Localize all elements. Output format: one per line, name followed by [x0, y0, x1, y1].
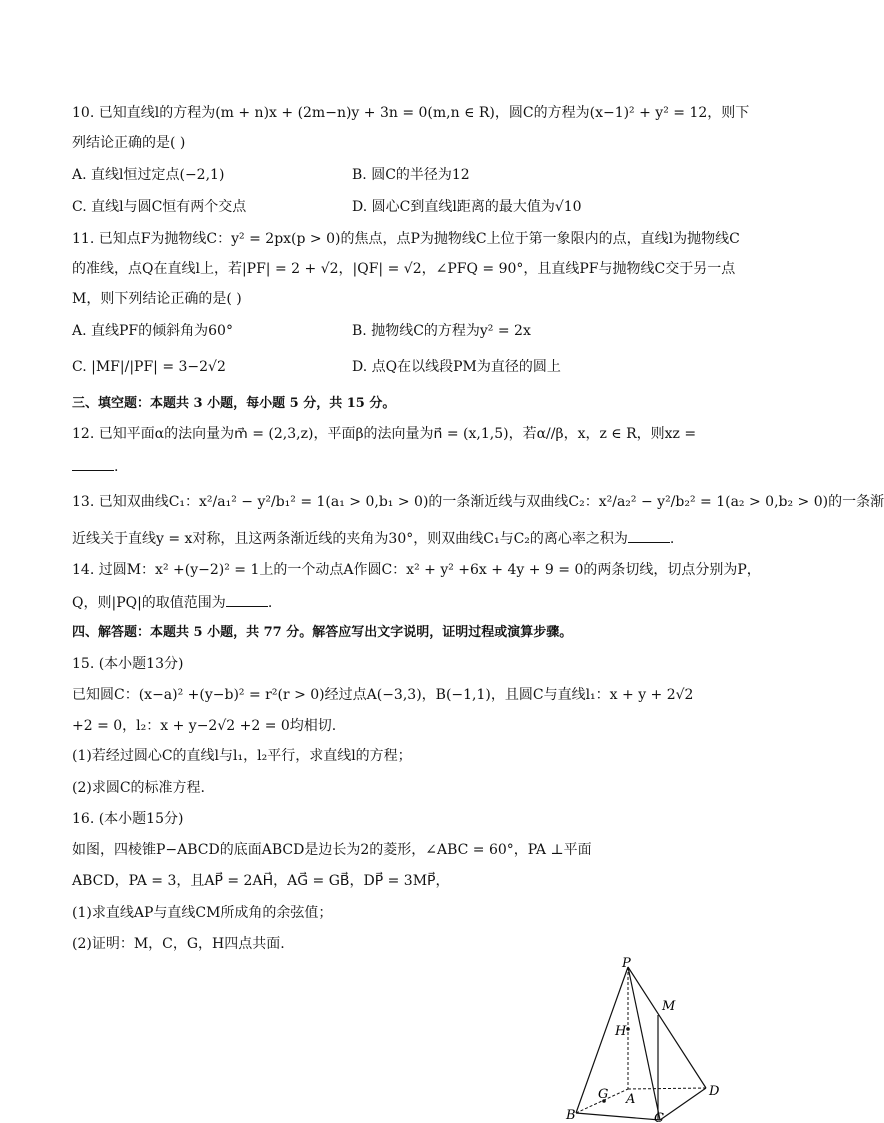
label-m: M [662, 999, 676, 1014]
edge-pd [628, 967, 706, 1088]
q11-option-d: D. 点Q在以线段PM为直径的圆上 [352, 359, 561, 375]
pyramid-figure [560, 955, 740, 1123]
q12-answer-blank [72, 456, 114, 471]
q15-line-1: 已知圆C：(x−a)² +(y−b)² = r²(r > 0)经过点A(−3,3)，B(−1,1)，且圆C与直线l₁：x + y + 2√2 [72, 687, 694, 703]
q16-sub-2: (2)证明：M，C，G，H四点共面. [72, 936, 285, 952]
label-a: A [626, 1092, 636, 1107]
q15-sub-1: (1)若经过圆心C的直线l与l₁，l₂平行，求直线l的方程； [72, 748, 412, 764]
point-h [626, 1027, 630, 1031]
label-p: P [622, 956, 631, 971]
q16-line-1: 如图，四棱锥P−ABCD的底面ABCD是边长为2的菱形，∠ABC = 60°，PA ⊥平面 [72, 842, 592, 858]
section-3-heading: 三、填空题：本题共 3 小题，每小题 5 分，共 15 分。 [72, 396, 396, 411]
label-c: C [654, 1111, 664, 1123]
q13-answer-blank [628, 528, 670, 543]
q16-sub-1: (1)求直线AP与直线CM所成角的余弦值； [72, 905, 333, 921]
q13-line-2-text: 近线关于直线y = x对称，且这两条渐近线的夹角为30°，则双曲线C₁与C₂的离心率之积为 [72, 531, 628, 547]
q15-sub-2: (2)求圆C的标准方程. [72, 780, 205, 796]
q11-option-b: B. 抛物线C的方程为y² = 2x [352, 323, 531, 339]
q11-line-1: 11. 已知点F为抛物线C：y² = 2px(p > 0)的焦点，点P为抛物线C上位于第一象限内的点，直线l为抛物线C [72, 231, 740, 247]
q14-line-2-end: . [267, 595, 273, 611]
q12-line-2-end: . [114, 459, 119, 475]
q11-line-3: M，则下列结论正确的是( ) [72, 291, 242, 307]
q14-answer-blank [226, 592, 268, 607]
q13-line-2 [72, 528, 732, 549]
label-b: B [566, 1108, 576, 1123]
edge-cd [660, 1088, 706, 1120]
q10-option-b: B. 圆C的半径为12 [352, 167, 470, 183]
q16-line-2: ABCD，PA = 3，且AP⃗ = 2AH⃗，AG⃗ = GB⃗，DP⃗ = 3MP⃗， [72, 873, 450, 889]
q11-option-a: A. 直线PF的倾斜角为60° [72, 323, 233, 339]
section-4-heading: 四、解答题：本题共 5 小题，共 77 分。解答应写出文字说明，证明过程或演算步骤。 [72, 625, 573, 640]
label-g: G [598, 1087, 609, 1102]
q15-head: 15. (本小题13分) [72, 656, 184, 672]
q10-option-d: D. 圆心C到直线l距离的最大值为√10 [352, 199, 582, 215]
label-h: H [615, 1024, 627, 1039]
q11-option-c: C. |MF|/|PF| = 3−2√2 [72, 359, 226, 375]
q10-option-c: C. 直线l与圆C恒有两个交点 [72, 199, 247, 215]
q14-line-2-text: Q，则|PQ|的取值范围为 [72, 595, 226, 611]
q13-line-1: 13. 已知双曲线C₁：x²/a₁² − y²/b₁² = 1(a₁ > 0,b₁ > 0)的一条渐近线与双曲线C₂：x²/a₂² − y²/b₂² = 1(a₂ > 0,b₂ > 0)的一条渐 [72, 494, 884, 510]
q10-line-1: 10. 已知直线l的方程为(m + n)x + (2m−n)y + 3n = 0(m,n ∈ R)，圆C的方程为(x−1)² + y² = 12，则下 [72, 105, 750, 121]
edge-bc [576, 1113, 660, 1120]
q10-option-a: A. 直线l恒过定点(−2,1) [72, 167, 225, 183]
q14-line-2 [72, 592, 732, 613]
q12-line-1: 12. 已知平面α的法向量为m⃗ = (2,3,z)，平面β的法向量为n⃗ = (x,1,5)，若α//β，x，z ∈ R，则xz = [72, 426, 697, 442]
q14-line-1: 14. 过圆M：x² +(y−2)² = 1上的一个动点A作圆C：x² + y² +6x + 4y + 9 = 0的两条切线，切点分别为P， [72, 562, 761, 578]
q16-head: 16. (本小题15分) [72, 811, 184, 827]
edge-ad [628, 1088, 706, 1089]
q13-line-2-end: . [669, 531, 675, 547]
label-d: D [709, 1084, 720, 1099]
q11-line-2: 的准线，点Q在直线l上，若|PF| = 2 + √2，|QF| = √2，∠PFQ = 90°，且直线PF与抛物线C交于另一点 [72, 261, 736, 277]
q10-line-2: 列结论正确的是( ) [72, 135, 186, 151]
q12-line-2 [72, 456, 732, 477]
q15-line-2: +2 = 0，l₂：x + y−2√2 +2 = 0均相切. [72, 718, 337, 734]
